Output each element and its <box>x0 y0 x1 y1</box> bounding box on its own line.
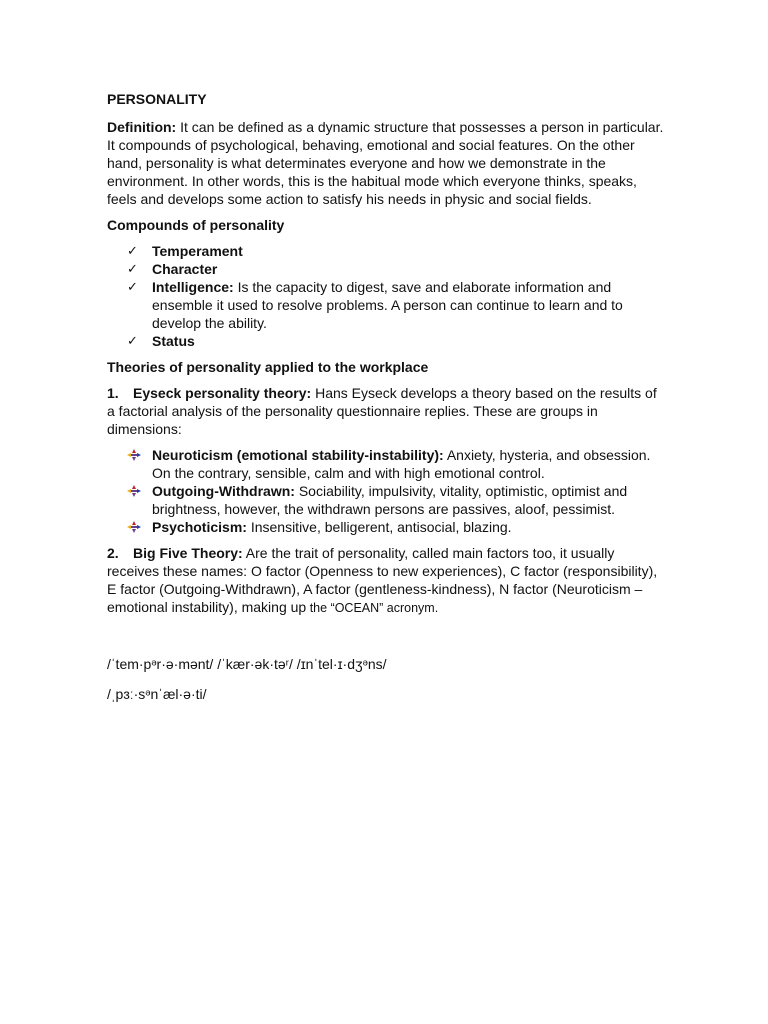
document-title: PERSONALITY <box>107 91 207 107</box>
definition-label: Definition: <box>107 119 177 135</box>
definition-paragraph <box>107 118 667 208</box>
checkmark-icon: ✓ <box>127 333 138 348</box>
bigfive-number: 2. <box>107 545 119 561</box>
dimension-text: Anxiety, hysteria, and obsession. On the contrary, sensible, calm and with high emotional control. <box>152 447 651 481</box>
four-way-arrow-bullet-icon <box>127 521 141 533</box>
dimension-label: Outgoing-Withdrawn: <box>152 483 295 499</box>
dimension-label: Neuroticism (emotional stability-instability): <box>152 447 444 463</box>
compound-label: Status <box>152 333 195 349</box>
dimension-label: Psychoticism: <box>152 519 247 535</box>
compound-label: Temperament <box>152 243 243 259</box>
eysenck-label: Eyseck personality theory: <box>133 385 312 401</box>
checkmark-icon: ✓ <box>127 261 138 276</box>
compound-label: Intelligence: <box>152 279 234 295</box>
eysenck-number: 1. <box>107 385 119 401</box>
compound-label: Character <box>152 261 218 277</box>
four-way-arrow-bullet-icon <box>127 485 141 497</box>
phonetic-line-2: /ˌpɜː·sᵊnˈæl·ə·ti/ <box>107 686 207 702</box>
compounds-list <box>107 242 667 350</box>
bigfive-paragraph <box>107 544 667 617</box>
eysenck-dimensions-list <box>107 446 667 536</box>
list-item <box>107 260 667 278</box>
list-item <box>107 278 667 332</box>
checkmark-icon: ✓ <box>127 243 138 258</box>
compounds-heading: Compounds of personality <box>107 217 285 233</box>
eysenck-text: Hans Eyseck develops a theory based on the results of a factorial analysis of the personality questionnaire replies. These are groups in dimensions: <box>107 385 657 437</box>
list-item <box>107 446 667 482</box>
bigfive-text: Are the trait of personality, called main factors too, it usually receives these names: O factor (Openness to new experiences), C factor (responsibility), E factor (Outgoing-Withdrawn), A factor (gentleness-kindness), N factor (Neuroticism – emotional instability), making up <box>107 545 658 615</box>
bigfive-label: Big Five Theory: <box>133 545 243 561</box>
list-item <box>107 482 667 518</box>
list-item <box>107 242 667 260</box>
definition-text: It can be defined as a dynamic structure that possesses a person in particular. It compounds of psychological, behaving, emotional and social features. On the other hand, personality is what determinates everyone and how we demonstrate in the environment. In other words, this is the habitual mode which everyone thinks, speaks, feels and develops some action to satisfy his needs in physic and social fields. <box>107 119 664 207</box>
compound-text: Is the capacity to digest, save and elaborate information and ensemble it used to resolve problems. A person can continue to learn and to develop the ability. <box>152 279 623 331</box>
dimension-text: Insensitive, belligerent, antisocial, blazing. <box>246 519 512 535</box>
document-page <box>107 90 667 715</box>
theories-heading: Theories of personality applied to the workplace <box>107 359 429 375</box>
bigfive-tail: the “OCEAN” acronym. <box>306 601 439 615</box>
list-item <box>107 518 667 536</box>
checkmark-icon: ✓ <box>127 279 138 294</box>
phonetic-line-1: /ˈtem·pᵊr·ə·mənt/ /ˈkær·ək·təʳ/ /ɪnˈtel·ɪ·dʒᵊns/ <box>107 656 387 672</box>
four-way-arrow-bullet-icon <box>127 449 141 461</box>
eysenck-paragraph <box>107 384 667 438</box>
list-item <box>107 332 667 350</box>
dimension-text: Sociability, impulsivity, vitality, optimistic, optimist and brightness, however, the withdrawn persons are passives, aloof, pessimist. <box>152 483 628 517</box>
